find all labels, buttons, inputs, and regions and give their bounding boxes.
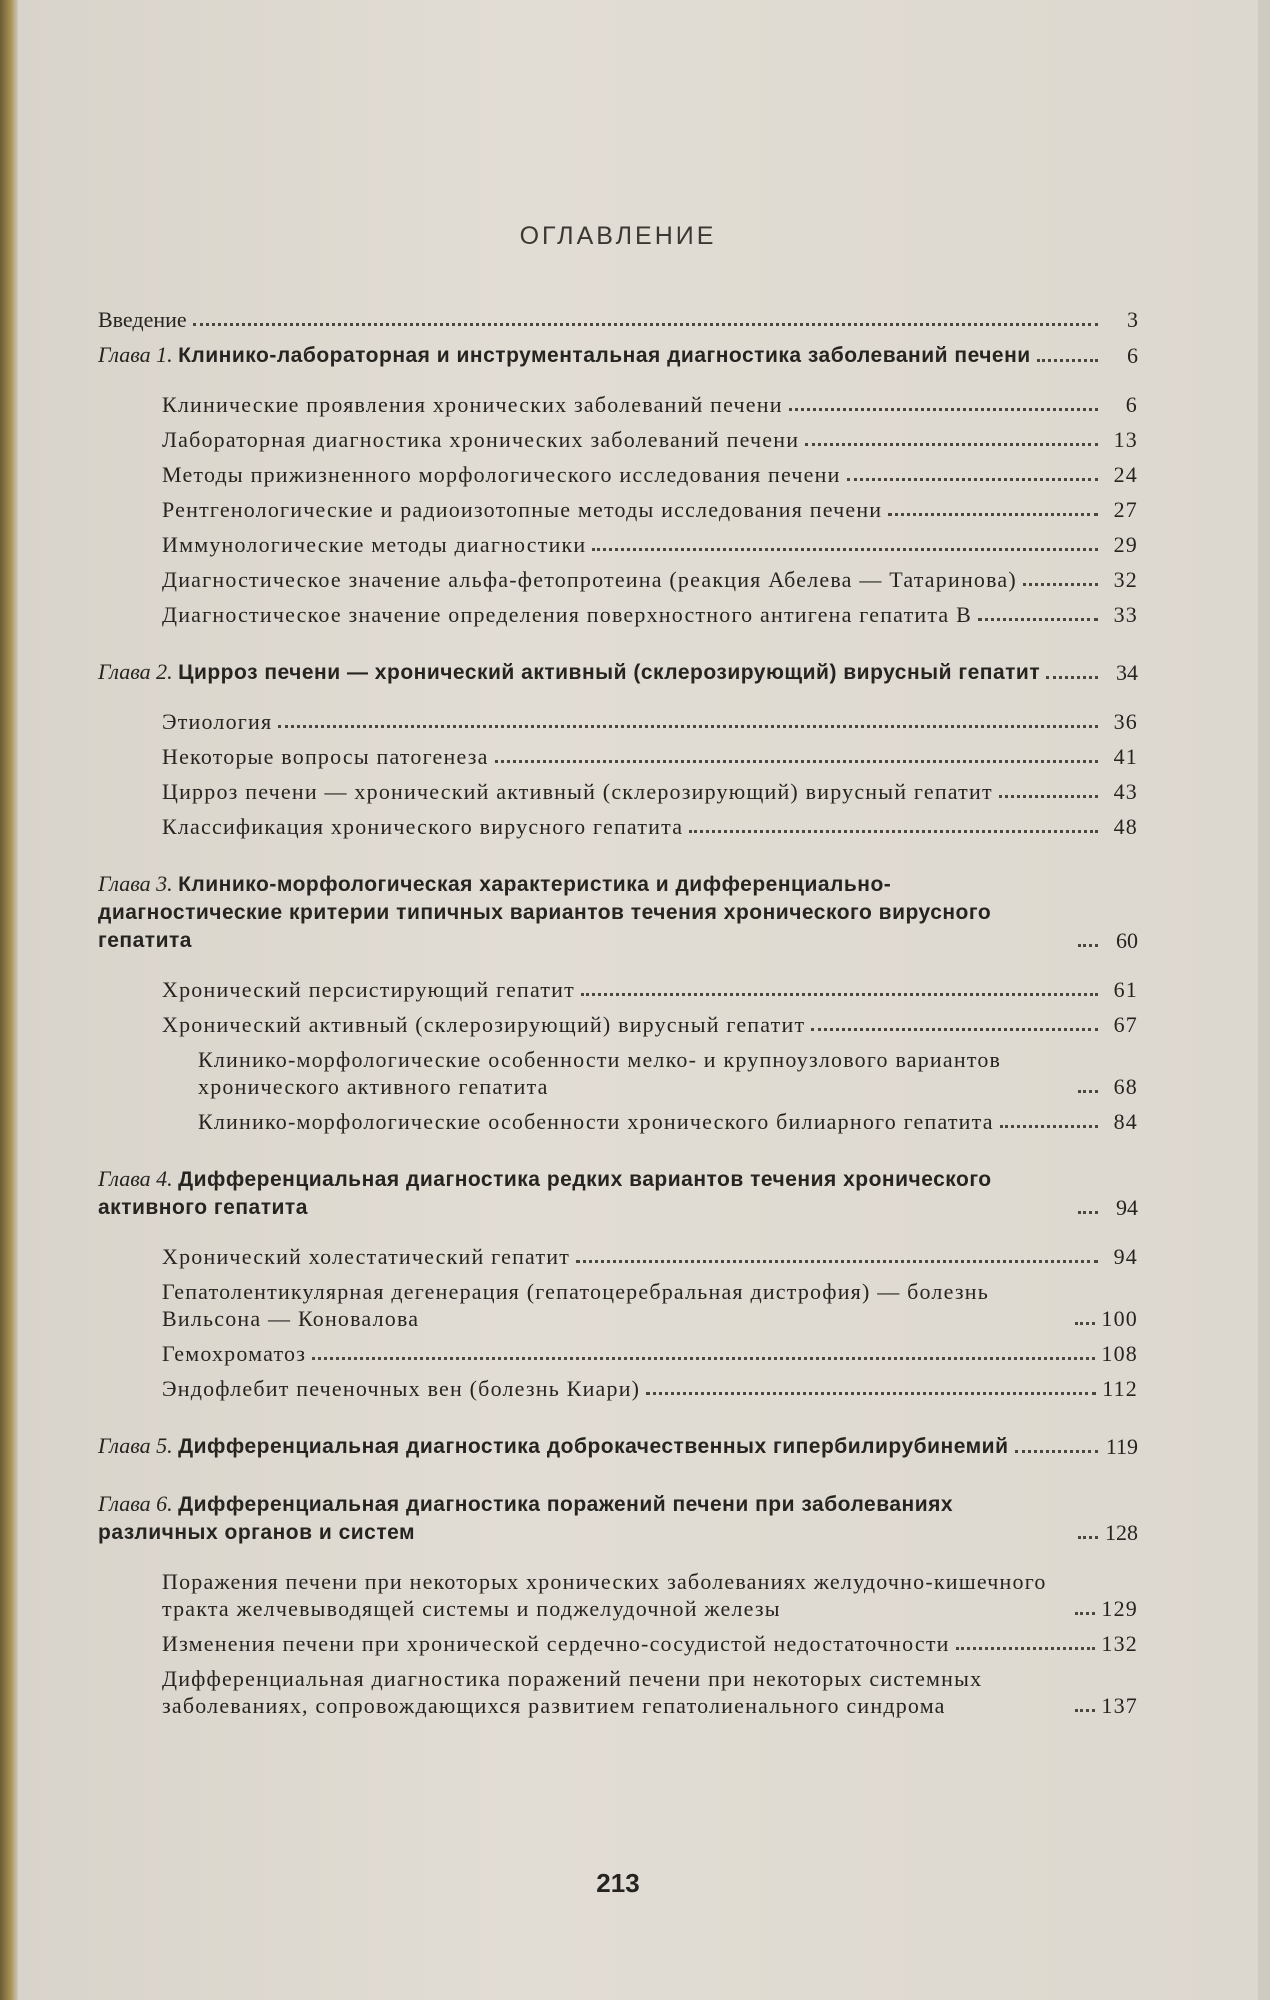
toc-item-text: Гепатолентикулярная дегенерация (гепатоцеребральная дистрофия) — болезнь Вильсона — Коновалова <box>162 1279 989 1331</box>
chapter-page: 6 <box>1127 343 1138 368</box>
toc-item[interactable] <box>98 743 1138 770</box>
leader-dots <box>1078 1090 1098 1093</box>
toc-item-text: Клинические проявления хронических заболеваний печени <box>162 392 783 417</box>
toc-item-page: 112 <box>1102 1376 1138 1401</box>
leader-dots <box>576 1260 1098 1263</box>
toc-item-page: 129 <box>1101 1596 1138 1621</box>
toc-item-page: 94 <box>1113 1244 1138 1269</box>
toc-item-text: Гемохроматоз <box>162 1341 307 1366</box>
toc-item[interactable] <box>98 496 1138 523</box>
table-of-contents <box>98 302 1138 1719</box>
leader-dots <box>193 323 1098 326</box>
toc-item-page: 27 <box>1113 497 1138 522</box>
chapter-title: Клинико-лабораторная и инструментальная диагностика заболеваний печени <box>178 344 1031 367</box>
leader-dots <box>888 513 1098 516</box>
toc-chapter-4[interactable] <box>98 1165 1138 1221</box>
chapter-label: Глава 6. <box>98 1491 173 1516</box>
book-spine-edge <box>0 0 18 2000</box>
chapter-page: 94 <box>1116 1195 1138 1220</box>
toc-intro[interactable] <box>98 306 1138 333</box>
toc-subitem[interactable] <box>98 1046 1138 1100</box>
toc-item-text: Лабораторная диагностика хронических заболеваний печени <box>162 427 800 452</box>
toc-item-text: Дифференциальная диагностика поражений печени при некоторых системных заболеваниях, сопровождающихся развитием гепатолиенального синдрома <box>162 1666 983 1718</box>
toc-item-text: Этиология <box>162 709 273 734</box>
leader-dots <box>956 1647 1096 1650</box>
chapter-title: Дифференциальная диагностика доброкачественных гипербилирубинемий <box>178 1435 1009 1458</box>
toc-item-text: Классификация хронического вирусного гепатита <box>162 814 684 839</box>
chapter-label: Глава 3. <box>98 871 173 896</box>
toc-item[interactable] <box>98 566 1138 593</box>
chapter-label: Глава 2. <box>98 659 173 684</box>
chapter-page: 34 <box>1116 660 1138 685</box>
toc-item-text: Методы прижизненного морфологического исследования печени <box>162 462 841 487</box>
leader-dots <box>646 1392 1096 1395</box>
toc-item-page: 41 <box>1113 744 1138 769</box>
toc-item-page: 32 <box>1113 567 1138 592</box>
chapter-page: 128 <box>1105 1520 1138 1545</box>
leader-dots <box>1000 1125 1098 1128</box>
chapter-title: Клинико-морфологическая характеристика и дифференциально-диагностические критерии типичных вариантов течения хронического вирусного гепатита <box>98 873 992 952</box>
toc-item[interactable] <box>98 976 1138 1003</box>
toc-item-page: 29 <box>1113 532 1138 557</box>
leader-dots <box>689 830 1098 833</box>
chapter-label: Глава 4. <box>98 1166 173 1191</box>
toc-item[interactable] <box>98 426 1138 453</box>
toc-item-text: Изменения печени при хронической сердечно-сосудистой недостаточности <box>162 1631 950 1656</box>
toc-item[interactable] <box>98 1665 1138 1719</box>
toc-item[interactable] <box>98 601 1138 628</box>
leader-dots <box>789 408 1098 411</box>
leader-dots <box>811 1028 1098 1031</box>
toc-item-page: 13 <box>1113 427 1138 452</box>
leader-dots <box>1078 1536 1098 1539</box>
chapter-title: Дифференциальная диагностика поражений печени при заболеваниях различных органов и систем <box>98 1493 954 1544</box>
toc-item-page: 108 <box>1101 1341 1138 1366</box>
toc-item[interactable] <box>98 708 1138 735</box>
toc-item-page: 61 <box>1113 977 1138 1002</box>
toc-item[interactable] <box>98 1375 1138 1402</box>
toc-item[interactable] <box>98 1278 1138 1332</box>
leader-dots <box>1078 1211 1098 1214</box>
toc-item-text: Цирроз печени — хронический активный (склерозирующий) вирусный гепатит <box>162 779 993 804</box>
toc-chapter-3[interactable] <box>98 870 1138 954</box>
toc-item[interactable] <box>98 531 1138 558</box>
leader-dots <box>278 725 1098 728</box>
leader-dots <box>581 993 1098 996</box>
toc-item-text: Рентгенологические и радиоизотопные методы исследования печени <box>162 497 883 522</box>
toc-intro-page: 3 <box>1127 307 1138 332</box>
leader-dots <box>1075 1709 1095 1712</box>
toc-item-page: 137 <box>1101 1693 1138 1718</box>
toc-item-page: 67 <box>1113 1012 1138 1037</box>
page-number: 213 <box>596 1868 640 1898</box>
leader-dots <box>1075 1612 1095 1615</box>
toc-item-page: 33 <box>1113 602 1138 627</box>
page-title: ОГЛАВЛЕНИЕ <box>519 222 717 250</box>
toc-chapter-5[interactable] <box>98 1432 1138 1460</box>
toc-item[interactable] <box>98 1568 1138 1622</box>
toc-item-page: 43 <box>1113 779 1138 804</box>
leader-dots <box>312 1357 1095 1360</box>
toc-item-text: Диагностическое значение определения поверхностного антигена гепатита В <box>162 602 972 627</box>
toc-item-text: Иммунологические методы диагностики <box>162 532 587 557</box>
toc-item[interactable] <box>98 1340 1138 1367</box>
toc-item-text: Хронический персистирующий гепатит <box>162 977 575 1002</box>
toc-item[interactable] <box>98 1630 1138 1657</box>
chapter-title: Цирроз печени — хронический активный (склерозирующий) вирусный гепатит <box>178 661 1041 684</box>
toc-item[interactable] <box>98 1011 1138 1038</box>
chapter-page: 119 <box>1105 1434 1138 1459</box>
toc-item-page: 48 <box>1113 814 1138 839</box>
leader-dots <box>592 548 1098 551</box>
toc-item[interactable] <box>98 391 1138 418</box>
leader-dots <box>847 478 1098 481</box>
toc-item[interactable] <box>98 813 1138 840</box>
toc-item-text: Хронический холестатический гепатит <box>162 1244 571 1269</box>
leader-dots <box>495 760 1098 763</box>
toc-chapter-1[interactable] <box>98 341 1138 369</box>
toc-item[interactable] <box>98 1243 1138 1270</box>
leader-dots <box>1075 1322 1095 1325</box>
toc-chapter-6[interactable] <box>98 1490 1138 1546</box>
toc-item-page: 68 <box>1113 1074 1138 1099</box>
toc-item-text: Диагностическое значение альфа-фетопротеина (реакция Абелева — Татаринова) <box>162 567 1017 592</box>
toc-item-page: 24 <box>1113 462 1138 487</box>
toc-item-page: 6 <box>1125 392 1138 417</box>
chapter-title: Дифференциальная диагностика редких вариантов течения хронического активного гепатита <box>98 1168 992 1219</box>
leader-dots <box>805 443 1098 446</box>
toc-item-page: 36 <box>1113 709 1138 734</box>
leader-dots <box>1046 676 1098 679</box>
toc-subitem[interactable] <box>98 1108 1138 1135</box>
toc-item-page: 132 <box>1101 1631 1138 1656</box>
leader-dots <box>1078 944 1098 947</box>
toc-chapter-2[interactable] <box>98 658 1138 686</box>
leader-dots <box>1037 359 1098 362</box>
toc-item[interactable] <box>98 778 1138 805</box>
leader-dots <box>1023 583 1098 586</box>
toc-item-text: Эндофлебит печеночных вен (болезнь Киари) <box>162 1376 641 1401</box>
book-page <box>18 0 1258 2000</box>
toc-item-page: 100 <box>1101 1306 1138 1331</box>
toc-item-text: Хронический активный (склерозирующий) вирусный гепатит <box>162 1012 806 1037</box>
toc-item-page: 84 <box>1113 1109 1138 1134</box>
leader-dots <box>999 795 1098 798</box>
chapter-label: Глава 5. <box>98 1433 173 1458</box>
toc-item[interactable] <box>98 461 1138 488</box>
toc-item-text: Клинико-морфологические особенности хронического билиарного гепатита <box>198 1109 994 1134</box>
chapter-label: Глава 1. <box>98 342 173 367</box>
toc-item-text: Поражения печени при некоторых хронических заболеваниях желудочно-кишечного тракта желчевыводящей системы и поджелудочной железы <box>162 1569 1047 1621</box>
toc-intro-text: Введение <box>98 307 187 332</box>
chapter-page: 60 <box>1116 928 1138 953</box>
leader-dots <box>1015 1450 1099 1453</box>
toc-item-text: Клинико-морфологические особенности мелко- и крупноузлового вариантов хронического активного гепатита <box>198 1047 1002 1099</box>
toc-item-text: Некоторые вопросы патогенеза <box>162 744 489 769</box>
leader-dots <box>978 618 1098 621</box>
